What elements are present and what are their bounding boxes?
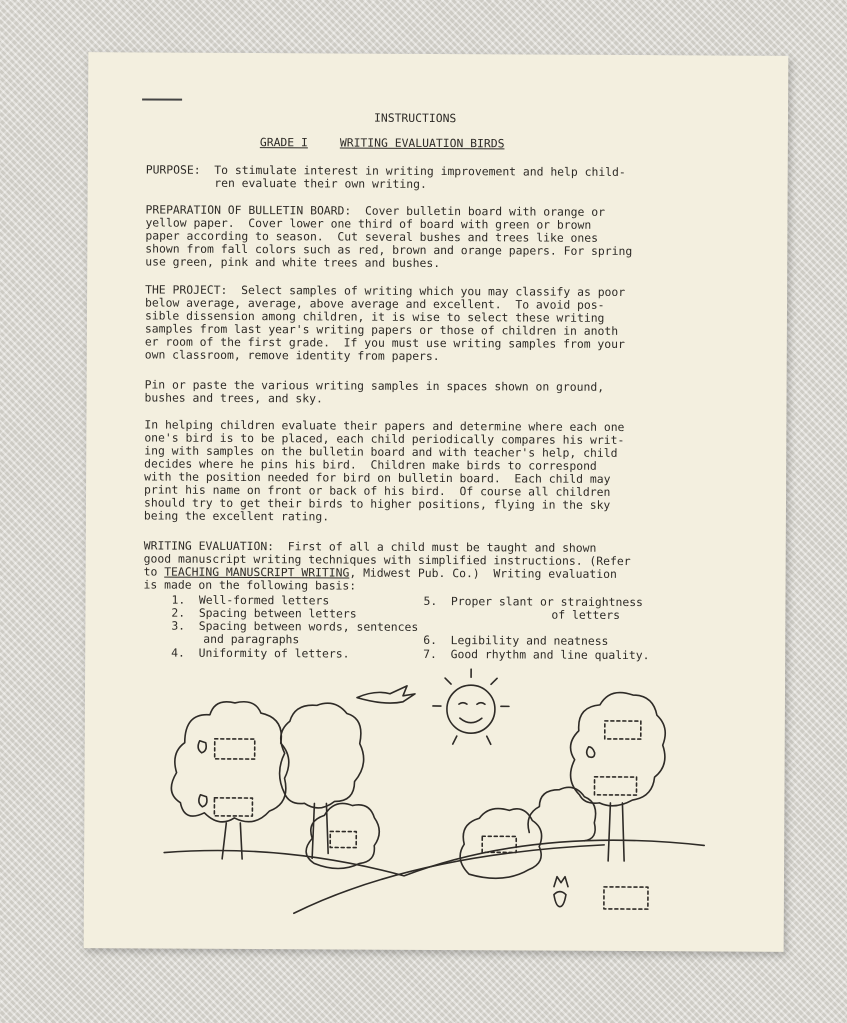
project-line: THE PROJECT: Select samples of writing which you may classify as poor [145, 282, 626, 299]
tree-drawing-middle [279, 703, 364, 859]
criteria-item: 4. Uniformity of letters. [171, 645, 350, 661]
purpose-line: ren evaluate their own writing. [145, 175, 427, 191]
pin-line: bushes and trees, and sky. [144, 390, 323, 406]
bulletin-line: shown from fall colors such as red, brown and orange papers. For spring [145, 241, 633, 259]
bulletin-line: paper according to season. Cut several bushes and trees like ones [145, 228, 599, 245]
project-line: samples from last year's writing papers or those of children in anoth [144, 321, 619, 338]
criteria-item: and paragraphs [203, 631, 300, 647]
book-reference: TEACHING MANUSCRIPT WRITING [164, 564, 350, 580]
tree-drawing-right [570, 692, 665, 861]
evaluation-suffix: , Midwest Pub. Co.) Writing evaluation [349, 565, 617, 581]
helping-line: decides where he pins his bird. Children make birds to correspond [144, 456, 597, 473]
project-line: er room of the first grade. If you must use writing samples from your [144, 334, 625, 351]
criteria-item: 2. Spacing between letters [171, 605, 357, 621]
helping-line: In helping children evaluate their papers and determine where each one [144, 417, 625, 434]
evaluation-line: good manuscript writing techniques with simplified instructions. (Refer [143, 551, 631, 569]
ground-sample-box [604, 887, 648, 909]
criteria-item: 1. Well-formed letters [171, 592, 330, 608]
criteria-item: 6. Legibility and neatness [423, 632, 609, 648]
helping-line: being the excellent rating. [143, 508, 330, 524]
evaluation-line: WRITING EVALUATION: First of all a child must be taught and shown [143, 538, 597, 555]
evaluation-prefix: to [143, 564, 165, 579]
helping-line: print his name on front or back of his bird. Of course all children [144, 482, 611, 499]
helping-line: one's bird is to be placed, each child periodically compares his writ- [144, 430, 625, 447]
instruction-sheet [84, 52, 789, 952]
project-line: below average, average, above average and excellent. To avoid pos- [145, 295, 605, 312]
ground-hill-line [294, 843, 604, 915]
helping-line: ing with samples on the bulletin board and with teacher's help, child [144, 443, 618, 460]
criteria-item: 7. Good rhythm and line quality. [423, 646, 650, 663]
bush-drawing-left [306, 803, 379, 868]
bulletin-line: yellow paper. Cover lower one third of board with green or brown [145, 215, 592, 232]
ground-bird-drawing [554, 877, 568, 907]
page-title: INSTRUCTIONS [373, 110, 457, 126]
criteria-item: of letters [551, 607, 621, 622]
bush-drawing-right [528, 787, 596, 841]
pinned-bird-drawing [199, 795, 207, 807]
bulletin-line: PREPARATION OF BULLETIN BOARD: Cover bulletin board with orange or [145, 202, 606, 219]
pinned-bird-drawing [198, 741, 206, 753]
criteria-item: 5. Proper slant or straightness [423, 593, 643, 610]
helping-line: with the position needed for bird on bulletin board. Each child may [144, 469, 611, 486]
grade-label: GRADE I [259, 135, 308, 150]
tree-drawing-left [171, 701, 289, 859]
helping-line: should try to get their birds to higher positions, flying in the sky [143, 495, 611, 512]
bird-drawing [357, 686, 415, 704]
project-line: sible dissension among children, it is wise to select these writing [144, 308, 605, 325]
bulletin-line: use green, pink and white trees and bushes. [145, 254, 441, 271]
sun-drawing [433, 669, 509, 744]
page-subtitle: WRITING EVALUATION BIRDS [339, 135, 505, 151]
purpose-line: PURPOSE: To stimulate interest in writing improvement and help child- [145, 162, 626, 179]
project-line: own classroom, remove identity from papers. [144, 347, 440, 364]
pin-line: Pin or paste the various writing samples in spaces shown on ground, [144, 377, 605, 394]
evaluation-line: is made on the following basis: [143, 577, 357, 593]
criteria-item: 3. Spacing between words, sentences [171, 618, 419, 634]
bulletin-board-drawing [84, 52, 789, 952]
